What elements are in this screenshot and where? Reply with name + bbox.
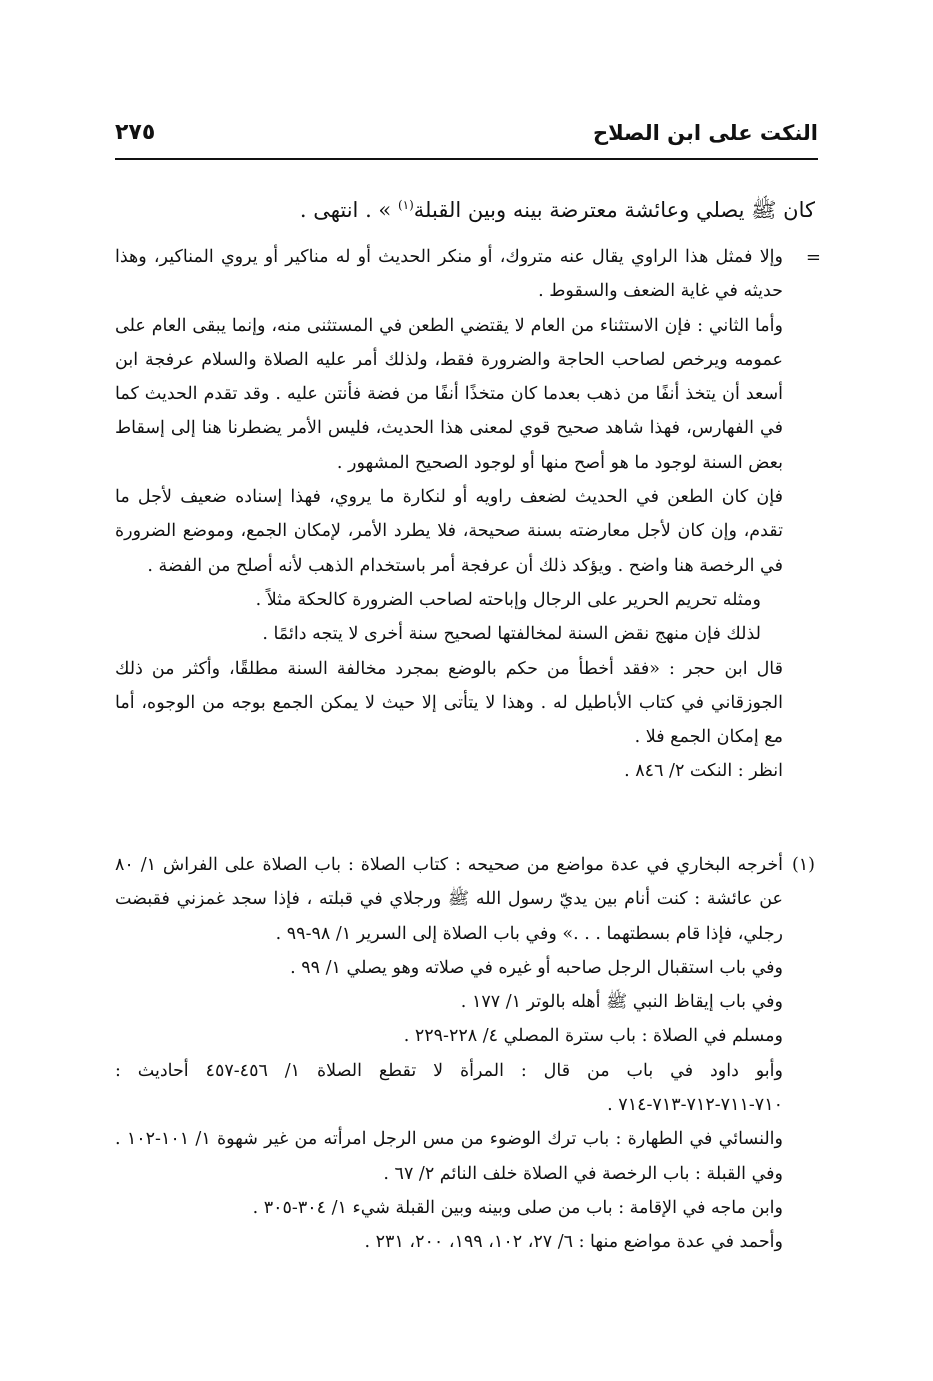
footnote-item bbox=[115, 848, 815, 1260]
main-text-after: » . انتهى . bbox=[299, 198, 398, 222]
footnote-line: وفي باب استقبال الرجل صاحبه أو غيره في صلاته وهو يصلي ١/ ٩٩ . bbox=[290, 957, 783, 978]
footnote-line: وأبو داود في باب من قال : المرأة لا تقطع الصلاة ١/ ٤٥٦-٤٥٧ أحاديث : ٧١٠-٧١١-٧١٢-٧١٣-٧١٤ . bbox=[115, 1060, 783, 1116]
commentary-paragraph: لذلك فإن منهج نقض السنة لمخالفتها لصحيح سنة أخرى لا يتجه دائمًا . bbox=[262, 624, 761, 645]
footnote-line: ومسلم في الصلاة : باب سترة المصلي ٤/ ٢٢٨-٢٢٩ . bbox=[403, 1026, 783, 1047]
footnotes-section bbox=[115, 848, 815, 1260]
commentary-paragraph: وإلا فمثل هذا الراوي يقال عنه متروك، أو منكر الحديث أو له مناكير أو يروي المناكير، وهذا حديثه في غاية الضعف والسقوط . bbox=[115, 247, 783, 302]
footnote-line: وابن ماجه في الإقامة : باب من صلى وبينه وبين القبلة شيء ١/ ٣٠٤-٣٠٥ . bbox=[252, 1197, 783, 1218]
footnote-line: أخرجه البخاري في عدة مواضع من صحيحه : كتاب الصلاة : باب الصلاة على الفراش ١/ ٨٠ عن عائشة : كنت أنام بين يديّ رسول الله ﷺ ورجلاي في قبلته ، فإذا سجد غمزني فقبضت رجلي، فإذا قام بسطتهما . . .» وفي باب الصلاة إلى السرير ١/ ٩٨-٩٩ . bbox=[115, 855, 783, 944]
footnote-reference[interactable]: (١) bbox=[397, 198, 414, 212]
commentary-paragraph: فإن كان الطعن في الحديث لضعف راويه أو لنكارة ما يروي، فهذا إسناده ضعيف لأجل ما تقدم، وإن كان لأجل معارضته بسنة صحيحة، فلا يطرد الأمر، لإمكان الجمع، وموضع الضرورة في الرخصة هنا واضح . ويؤكد ذلك أن عرفجة أمر باستخدام الذهب لأنه أصلح من الفضة . bbox=[115, 487, 783, 576]
header-divider bbox=[115, 158, 818, 160]
footnote-line: وأحمد في عدة مواضع منها : ٦/ ٢٧، ١٠٢، ١٩٩، ٢٠٠، ٢٣١ . bbox=[364, 1232, 783, 1253]
main-text-before: كان ﷺ يصلي وعائشة معترضة بينه وبين القبلة bbox=[413, 198, 815, 222]
continuation-mark: = bbox=[805, 247, 821, 268]
footnote-line: وفي باب إيقاظ النبي ﷺ أهله بالوتر ١/ ١٧٧ . bbox=[460, 992, 783, 1013]
header-title: النكت على ابن الصلاح bbox=[592, 121, 818, 145]
commentary-paragraph: قال ابن حجر : «فقد أخطأ من حكم بالوضع بمجرد مخالفة السنة مطلقًا، وأكثر من ذلك الجوزقاني في كتاب الأباطيل له . وهذا لا يتأتى إلا حيث لا يمكن الجمع بوجه من الوجوه، أما مع إمكان الجمع فلا . bbox=[115, 658, 783, 748]
page-number: ٢٧٥ bbox=[115, 120, 156, 145]
commentary-paragraph: انظر : النكت ٢/ ٨٤٦ . bbox=[624, 761, 783, 782]
running-header bbox=[115, 118, 818, 158]
commentary-paragraph: وأما الثاني : فإن الاستثناء من العام لا يقتضي الطعن في المستثنى منه، وإنما يبقى العام على عمومه ويرخص لصاحب الحاجة والضرورة فقط، ولذلك أمر عليه الصلاة والسلام عرفجة ابن أسعد أن يتخذ أنفًا من ذهب بعدما كان متخذًا أنفًا من فضة فأنتن عليه . وقد تقدم الحديث كما في الفهارس، فهذا شاهد صحيح قوي لمعنى هذا الحديث، فليس الأمر يضطرنا هنا إلى إسقاط بعض السنة لوجود ما هو أصح منها أو لوجود الصحيح المشهور . bbox=[115, 315, 783, 473]
main-text-line bbox=[115, 192, 815, 228]
footnote-line: والنسائي في الطهارة : باب ترك الوضوء من مس الرجل امرأته من غير شهوة ١/ ١٠١-١٠٢ . وفي القبلة : باب الرخصة في الصلاة خلف النائم ٢/ ٦٧ . bbox=[115, 1129, 783, 1184]
commentary-paragraph: ومثله تحريم الحرير على الرجال وإباحته لصاحب الضرورة كالحكة مثلاً . bbox=[255, 589, 761, 610]
footnote-number: (١) bbox=[791, 855, 815, 875]
commentary-block bbox=[115, 240, 783, 789]
